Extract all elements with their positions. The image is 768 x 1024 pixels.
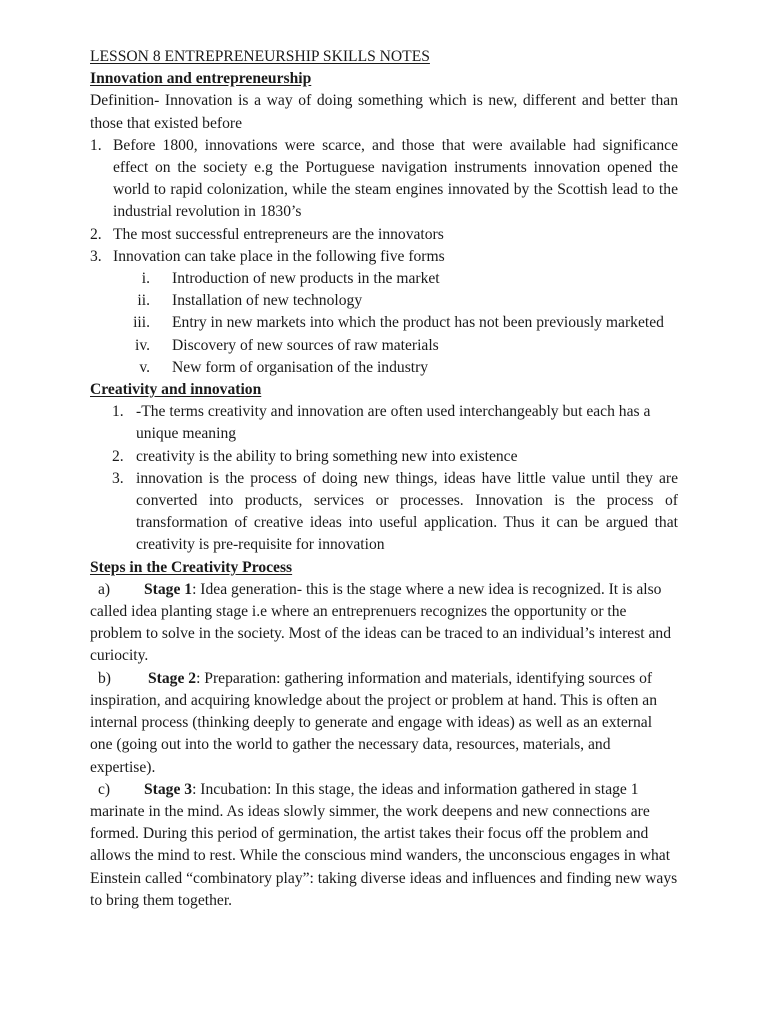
- list-item: ii. Installation of new technology: [137, 292, 363, 310]
- list-item: v. New form of organisation of the industry: [139, 358, 429, 376]
- stage-text: : Incubation: In this stage, the ideas and information gathered in stage 1 marinate in the mind. As ideas slowly simmer, the work deepens and new connections are formed. During this period of germination, the artist takes their focus off the problem and allows the mind to rest. While the conscious mind wanders, the unconscious engages in what Einstein called “combinatory play”: taking diverse ideas and influences and finding new ways to bring them together.: [90, 780, 678, 909]
- list-item: 1. -The terms creativity and innovation are often used interchangeably but each has a unique meaning: [112, 403, 651, 443]
- list-item: 3. innovation is the process of doing new things, ideas have little value until they are converted into products, services or processes. Innovation is the process of transformation of creative ideas into useful application. Thus it can be argued that creativity is pre-requisite for innovation: [112, 469, 678, 554]
- list-item: 1. Before 1800, innovations were scarce, and those that were available had significance effect on the society e.g the Portuguese navigation instruments innovation opened the world to rapid colonization, while the steam engines innovated by the Scottish lead to the industrial revolution in 1830’s: [90, 136, 678, 221]
- innovation-forms-list: [90, 268, 678, 379]
- section-heading-creativity: Creativity and innovation: [90, 381, 262, 399]
- section-heading-innovation: Innovation and entrepreneurship: [90, 70, 312, 88]
- innovation-list: [90, 135, 678, 268]
- definition-paragraph: Definition- Innovation is a way of doing something which is new, different and better than those that existed before: [90, 92, 678, 132]
- stage-paragraph-2: [90, 668, 678, 779]
- section-heading-steps: Steps in the Creativity Process: [90, 558, 293, 576]
- document-page: [90, 46, 678, 912]
- list-item: 2. The most successful entrepreneurs are the innovators: [90, 225, 444, 243]
- document-title: LESSON 8 ENTREPRENEURSHIP SKILLS NOTES: [90, 48, 430, 65]
- stage-name: Stage 3: [144, 780, 193, 798]
- stage-letter: c): [98, 780, 111, 798]
- stage-text: : Idea generation- this is the stage where a new idea is recognized. It is also called idea planting stage i.e where an entreprenuers recognizes the opportunity or the problem to solve in the society. Most of the ideas can be traced to an individual’s interest and curiocity.: [90, 580, 672, 665]
- list-item: iv. Discovery of new sources of raw materials: [134, 336, 439, 354]
- list-item: i. Introduction of new products in the market: [141, 270, 440, 288]
- stage-letter: b): [98, 669, 111, 687]
- stage-name: Stage 2: [148, 669, 197, 687]
- list-item: 2. creativity is the ability to bring something new into existence: [112, 447, 518, 465]
- stage-letter: a): [98, 580, 111, 598]
- list-item: iii. Entry in new markets into which the product has not been previously marketed: [133, 314, 664, 332]
- stage-name: Stage 1: [144, 580, 193, 598]
- creativity-list: [90, 401, 678, 556]
- stage-paragraph-1: [90, 579, 678, 668]
- list-item: 3. Innovation can take place in the following five forms: [90, 247, 445, 265]
- stage-text: : Preparation: gathering information and materials, identifying sources of inspiration, and acquiring knowledge about the project or problem at hand. This is often an internal process (thinking deeply to generate and engage with ideas) as well as an external one (going out into the world to gather the necessary data, resources, materials, and expertise).: [90, 669, 658, 776]
- stage-paragraph-3: [90, 779, 678, 912]
